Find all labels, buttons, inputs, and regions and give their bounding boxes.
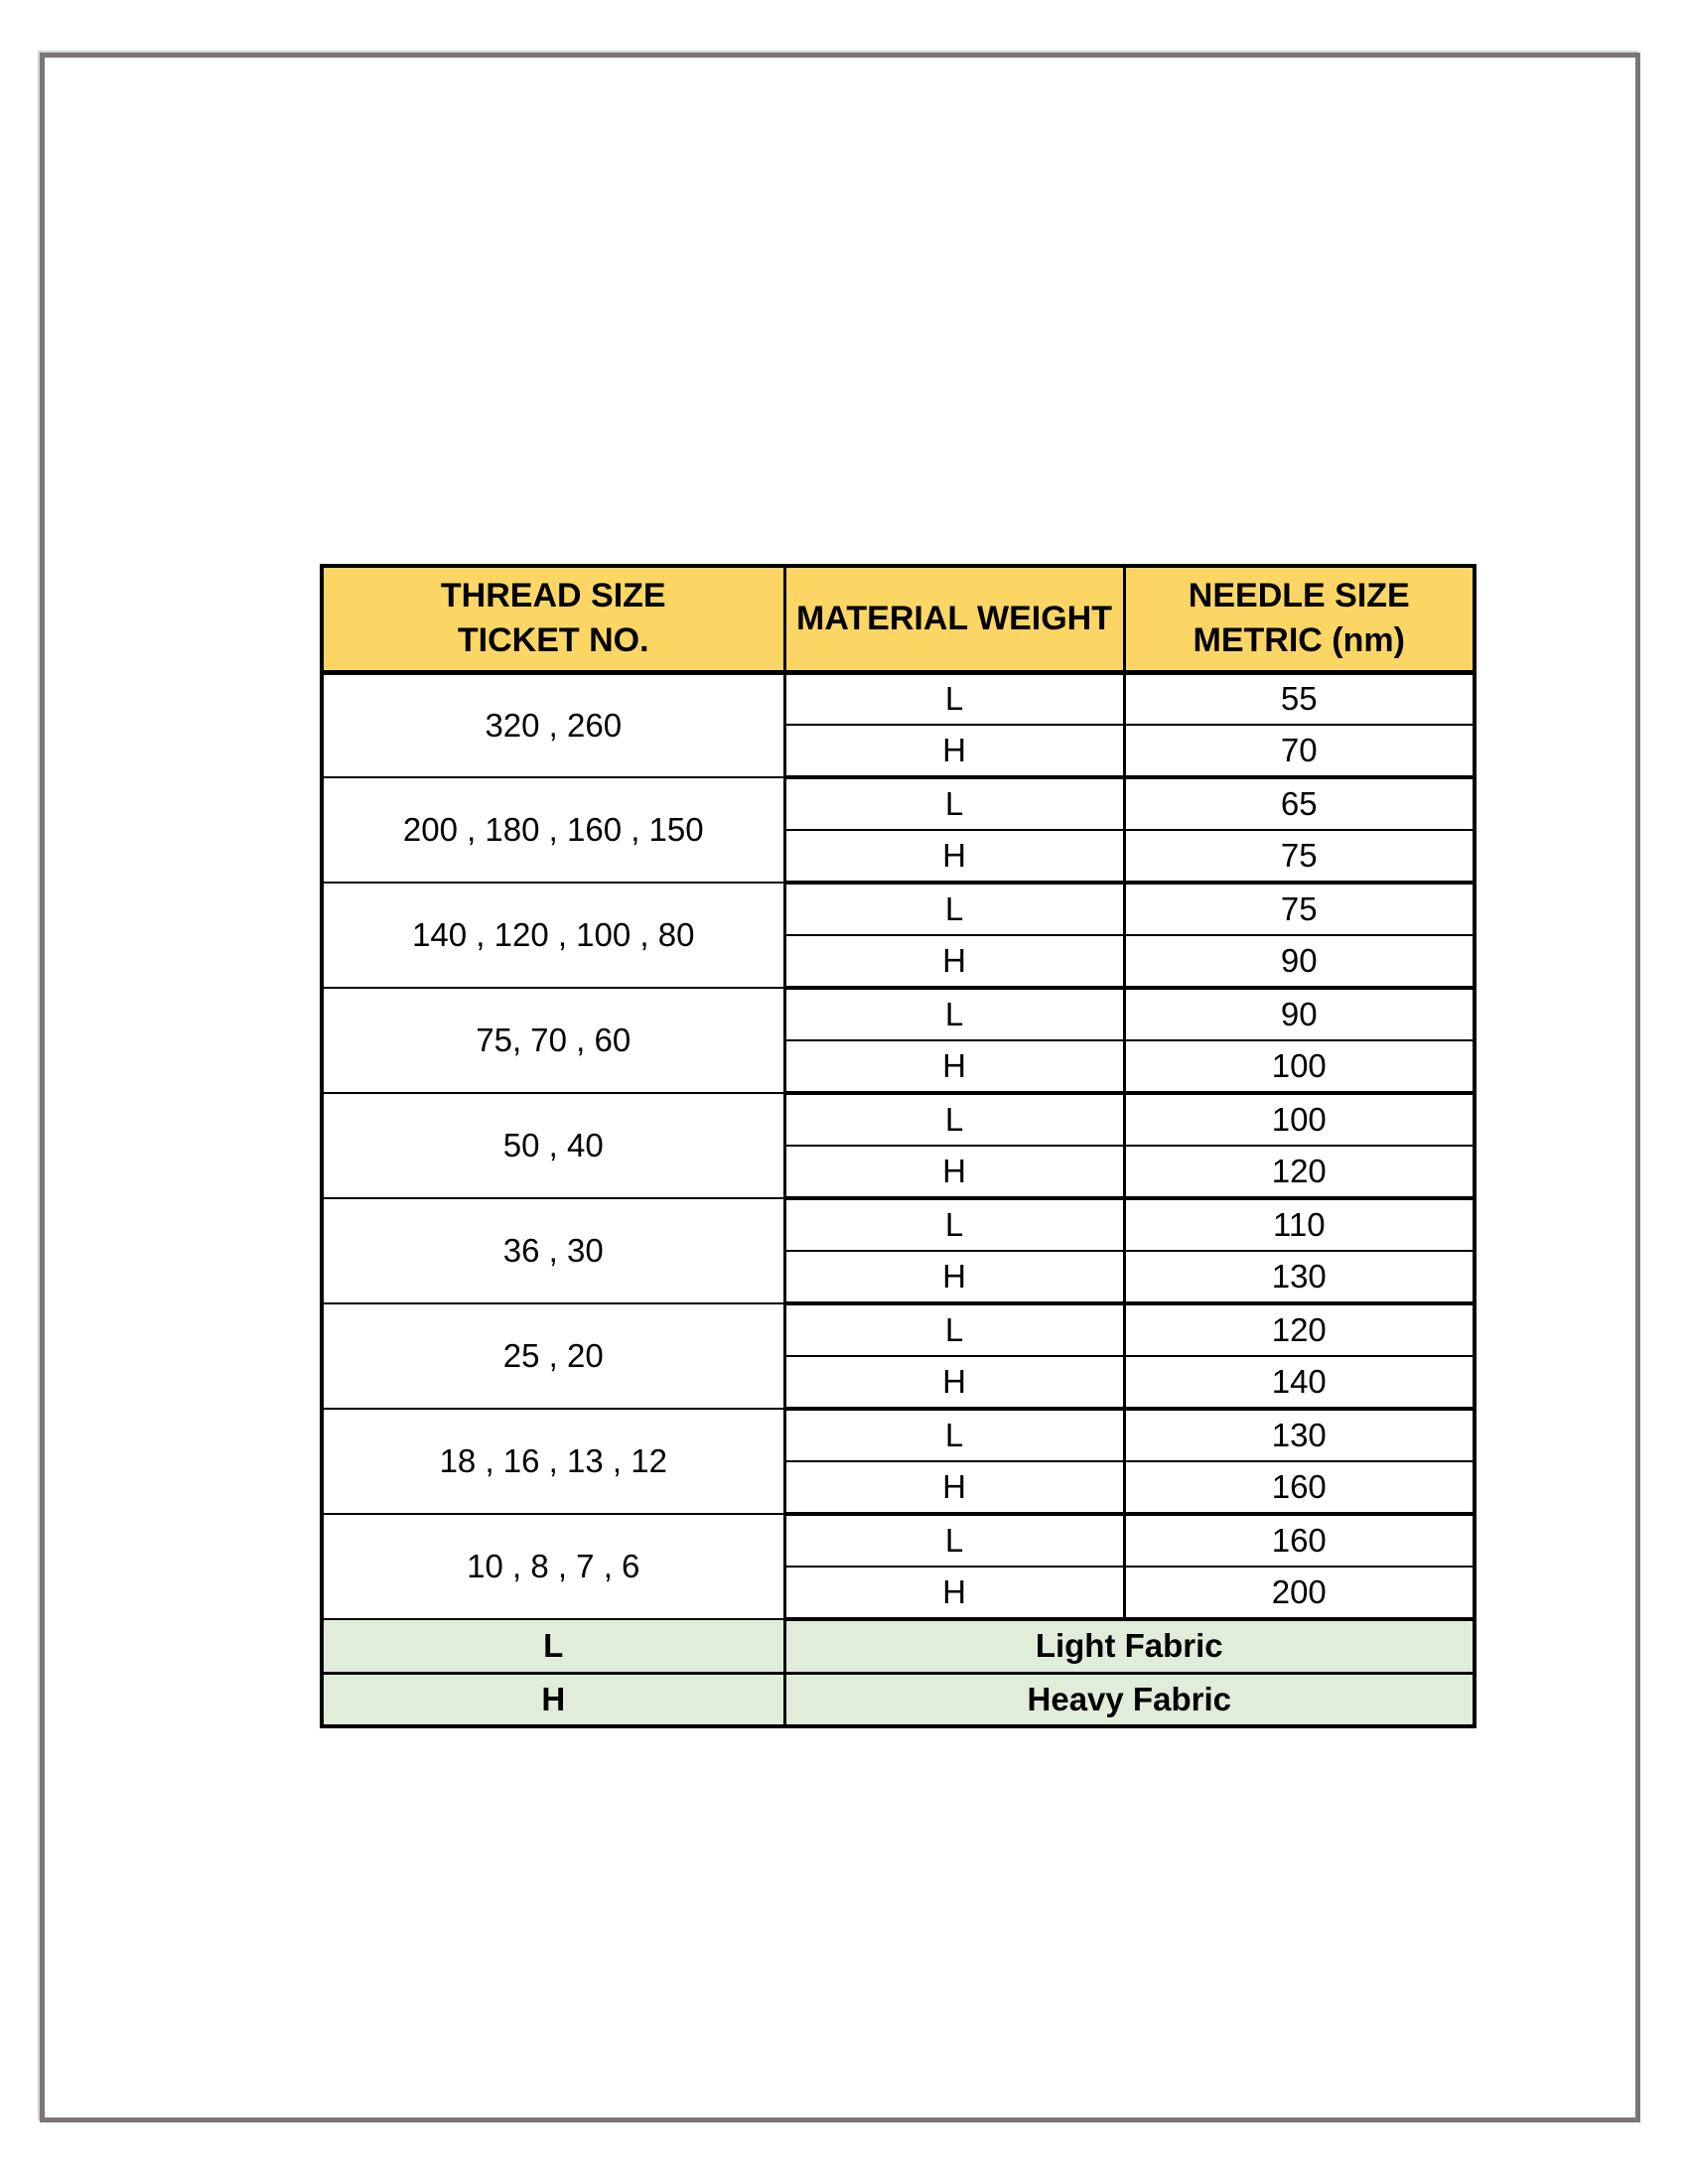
weight-cell: H xyxy=(784,725,1124,777)
needle-cell: 120 xyxy=(1124,1303,1475,1356)
legend-value-cell: Light Fabric xyxy=(784,1619,1475,1673)
table-row xyxy=(322,1093,1475,1146)
table-row xyxy=(322,1303,1475,1356)
table-row xyxy=(322,883,1475,935)
needle-cell: 110 xyxy=(1124,1198,1475,1251)
weight-cell: L xyxy=(784,1093,1124,1146)
needle-cell: 200 xyxy=(1124,1567,1475,1619)
weight-cell: H xyxy=(784,1567,1124,1619)
ticket-cell: 10 , 8 , 7 , 6 xyxy=(322,1514,784,1619)
weight-cell: L xyxy=(784,1198,1124,1251)
header-material-weight xyxy=(784,566,1124,672)
needle-cell: 75 xyxy=(1124,830,1475,883)
needle-size-table xyxy=(320,564,1477,1728)
ticket-cell: 36 , 30 xyxy=(322,1198,784,1303)
header-material-weight-line1: MATERIAL WEIGHT xyxy=(796,599,1112,637)
needle-cell: 55 xyxy=(1124,672,1475,725)
ticket-cell: 18 , 16 , 13 , 12 xyxy=(322,1409,784,1514)
needle-cell: 160 xyxy=(1124,1461,1475,1514)
table-row xyxy=(322,672,1475,725)
needle-cell: 100 xyxy=(1124,1093,1475,1146)
weight-cell: L xyxy=(784,777,1124,830)
ticket-cell: 200 , 180 , 160 , 150 xyxy=(322,777,784,883)
weight-cell: L xyxy=(784,1409,1124,1461)
weight-cell: H xyxy=(784,1040,1124,1093)
legend-row xyxy=(322,1673,1475,1726)
header-row xyxy=(322,566,1475,672)
needle-cell: 75 xyxy=(1124,883,1475,935)
header-needle-size-line2: METRIC (nm) xyxy=(1193,621,1405,660)
needle-cell: 140 xyxy=(1124,1356,1475,1409)
weight-cell: H xyxy=(784,1251,1124,1303)
ticket-cell: 50 , 40 xyxy=(322,1093,784,1198)
ticket-cell: 140 , 120 , 100 , 80 xyxy=(322,883,784,988)
weight-cell: L xyxy=(784,883,1124,935)
weight-cell: L xyxy=(784,1303,1124,1356)
needle-cell: 160 xyxy=(1124,1514,1475,1567)
needle-cell: 130 xyxy=(1124,1409,1475,1461)
weight-cell: H xyxy=(784,1146,1124,1198)
header-thread-size xyxy=(322,566,784,672)
weight-cell: L xyxy=(784,988,1124,1040)
weight-cell: H xyxy=(784,935,1124,988)
table-row xyxy=(322,988,1475,1040)
weight-cell: L xyxy=(784,1514,1124,1567)
table-row xyxy=(322,1409,1475,1461)
weight-cell: L xyxy=(784,672,1124,725)
table-row xyxy=(322,1514,1475,1567)
header-needle-size xyxy=(1124,566,1475,672)
needle-cell: 130 xyxy=(1124,1251,1475,1303)
weight-cell: H xyxy=(784,1356,1124,1409)
needle-cell: 90 xyxy=(1124,988,1475,1040)
legend-key-cell: H xyxy=(322,1673,784,1726)
header-needle-size-line1: NEEDLE SIZE xyxy=(1188,577,1410,615)
legend-value-cell: Heavy Fabric xyxy=(784,1673,1475,1726)
header-thread-size-line2: TICKET NO. xyxy=(457,621,649,660)
weight-cell: H xyxy=(784,1461,1124,1514)
ticket-cell: 320 , 260 xyxy=(322,672,784,777)
needle-cell: 100 xyxy=(1124,1040,1475,1093)
needle-cell: 70 xyxy=(1124,725,1475,777)
weight-cell: H xyxy=(784,830,1124,883)
needle-cell: 65 xyxy=(1124,777,1475,830)
needle-cell: 120 xyxy=(1124,1146,1475,1198)
table-row xyxy=(322,1198,1475,1251)
ticket-cell: 25 , 20 xyxy=(322,1303,784,1409)
needle-cell: 90 xyxy=(1124,935,1475,988)
table-row xyxy=(322,777,1475,830)
header-thread-size-line1: THREAD SIZE xyxy=(440,577,666,615)
legend-key-cell: L xyxy=(322,1619,784,1673)
ticket-cell: 75, 70 , 60 xyxy=(322,988,784,1093)
legend-row xyxy=(322,1619,1475,1673)
